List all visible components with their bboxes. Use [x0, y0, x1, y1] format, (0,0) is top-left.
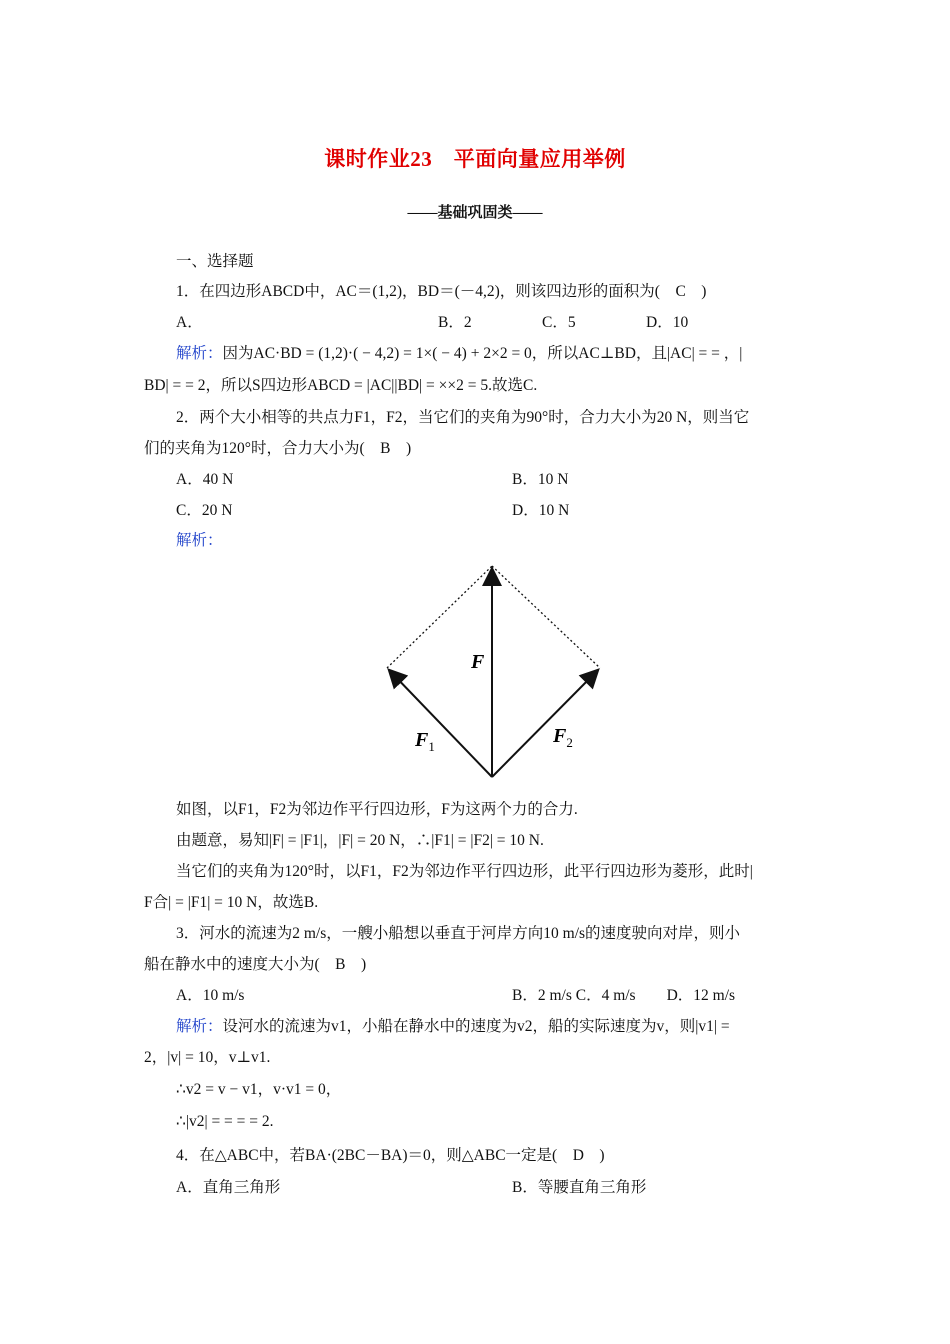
q2-explain-line-3: 当它们的夹角为120°时，以F1，F2为邻边作平行四边形，此平行四边形为菱形，此时|: [176, 863, 753, 880]
vector-f1-line: [390, 671, 492, 777]
q1-analysis-text-1: 因为AC·BD = (1,2)·( − 4,2) = 1×( − 4) + 2×2 = 0，所以AC⊥BD，且|AC| = = ，|: [222, 345, 743, 362]
q2-explain-line-4: F合| = |F1| = 10 N，故选B.: [144, 894, 319, 911]
q3-options-bcd: B．2 m/s C．4 m/s D．12 m/s: [512, 987, 736, 1004]
q1-option-d: D．10: [646, 314, 689, 331]
q1-stem: 1．在四边形ABCD中，AC＝(1,2)，BD＝(－4,2)，则该四边形的面积为( C ): [176, 283, 707, 300]
label-f2: $F_2$: [553, 725, 573, 750]
q2-option-a: A．40 N: [176, 471, 234, 488]
q1-analysis-line-2: BD| = = 2，所以S四边形ABCD = |AC||BD| = ××2 = 5.故选C.: [144, 377, 538, 394]
q3-analysis-line-2: 2，|v| = 10，v⊥v1.: [144, 1049, 271, 1066]
q1-analysis-label: 解析：: [176, 345, 223, 362]
q2-option-c: C．20 N: [176, 502, 233, 519]
q1-options: [176, 313, 689, 333]
q1-option-b: B．2: [438, 314, 472, 331]
q4-option-a: A．直角三角形: [176, 1179, 281, 1196]
q2-stem-line-2: 们的夹角为120°时，合力大小为( B ): [144, 440, 412, 457]
force-diagram: [380, 560, 610, 785]
q2-option-d: D．10 N: [512, 502, 570, 519]
q1-option-a: A．: [176, 314, 203, 331]
page-title: 课时作业23 平面向量应用举例: [324, 147, 626, 171]
label-f: F: [471, 651, 485, 673]
q1-analysis-line-1: [176, 344, 742, 364]
q2-option-b: B．10 N: [512, 471, 569, 488]
q2-analysis-label: 解析：: [176, 532, 223, 549]
q3-analysis-label: 解析：: [176, 1018, 223, 1035]
part-label: 一、选择题: [176, 253, 254, 270]
q3-analysis-line-1: [176, 1017, 730, 1037]
q4-stem: 4．在△ABC中，若BA·(2BC－BA)＝0，则△ABC一定是( D ): [176, 1147, 605, 1164]
label-f1: $F_1$: [415, 729, 435, 754]
q2-explain-line-1: 如图，以F1，F2为邻边作平行四边形，F为这两个力的合力.: [176, 801, 578, 818]
q1-option-c: C．5: [542, 314, 576, 331]
q3-option-a: A．10 m/s: [176, 987, 245, 1004]
vector-f2-line: [492, 671, 597, 777]
section-heading: ——基础巩固类——: [407, 205, 543, 221]
q4-option-b: B．等腰直角三角形: [512, 1179, 647, 1196]
q3-analysis-line-3: ∴v2 = v − v1，v·v1 = 0，: [176, 1081, 342, 1098]
q3-stem-line-1: 3．河水的流速为2 m/s，一艘小船想以垂直于河岸方向10 m/s的速度驶向对岸，则小: [176, 925, 741, 942]
q2-explain-line-2: 由题意，易知|F| = |F1|，|F| = 20 N，∴|F1| = |F2| = 10 N.: [176, 832, 544, 849]
dotted-edge-right: [492, 566, 600, 668]
q3-analysis-line-4: ∴|v2| = = = = 2.: [176, 1113, 274, 1130]
q3-analysis-text-1: 设河水的流速为v1，小船在静水中的速度为v2，船的实际速度为v，则|v1| =: [222, 1018, 730, 1035]
q2-stem-line-1: 2．两个大小相等的共点力F1，F2，当它们的夹角为90°时，合力大小为20 N，则当它: [176, 409, 750, 426]
q3-stem-line-2: 船在静水中的速度大小为( B ): [144, 956, 367, 973]
